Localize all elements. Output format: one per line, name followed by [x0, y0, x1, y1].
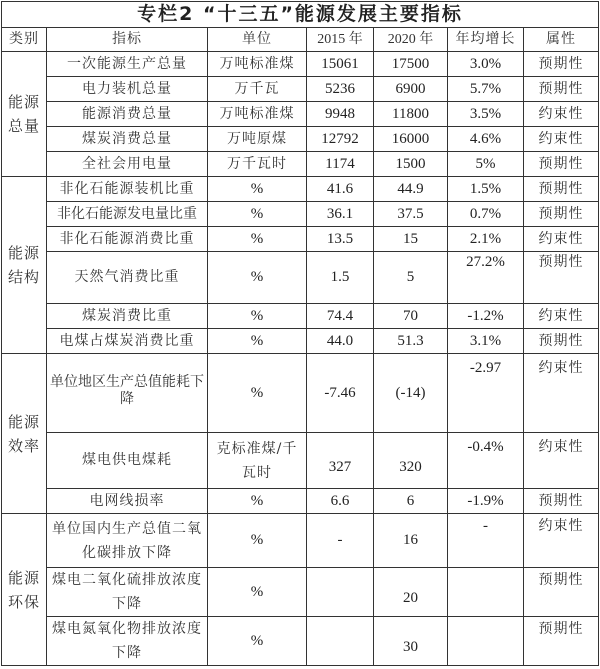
growth-cell: [448, 568, 524, 617]
unit-cell: 万千瓦时: [208, 152, 307, 177]
unit-cell: %: [208, 354, 307, 433]
table-row: [2, 152, 599, 177]
table-row: [2, 202, 599, 227]
value-2015-cell: 12792: [307, 127, 374, 152]
attribute-cell: 约束性: [524, 227, 599, 252]
table-row: [2, 617, 599, 666]
value-2020-cell: 6: [374, 489, 448, 514]
growth-cell: [448, 617, 524, 666]
value-2015-cell: -: [307, 514, 374, 568]
attribute-cell: 预期性: [524, 202, 599, 227]
value-2015-cell: 36.1: [307, 202, 374, 227]
indicator-cell: 能源消费总量: [47, 102, 208, 127]
category-cell: [2, 354, 47, 514]
value-2015-cell: 327: [307, 433, 374, 489]
attribute-cell: 约束性: [524, 127, 599, 152]
unit-cell: 克标准煤/千瓦时: [208, 433, 307, 489]
value-2015-cell: 15061: [307, 52, 374, 77]
value-2020-cell: 6900: [374, 77, 448, 102]
header-unit: 单位: [208, 28, 307, 52]
attribute-cell: 约束性: [524, 514, 599, 568]
indicator-cell: 电力装机总量: [47, 77, 208, 102]
category-cell: [2, 514, 47, 666]
value-2015-cell: -7.46: [307, 354, 374, 433]
attribute-cell: 预期性: [524, 152, 599, 177]
category-label: 能源 总量: [7, 93, 40, 135]
value-2020-cell: 51.3: [374, 329, 448, 354]
value-2020-cell: 5: [374, 252, 448, 304]
growth-cell: 5.7%: [448, 77, 524, 102]
unit-cell: %: [208, 227, 307, 252]
unit-cell: %: [208, 202, 307, 227]
indicator-cell: 煤炭消费总量: [47, 127, 208, 152]
unit-cell: %: [208, 489, 307, 514]
category-label: 能源 环保: [7, 568, 40, 611]
header-2015: 2015 年: [307, 28, 374, 52]
header-indicator: 指标: [47, 28, 208, 52]
header-2020: 2020 年: [374, 28, 448, 52]
table-row: [2, 433, 599, 489]
energy-indicators-table: [1, 1, 599, 666]
unit-cell: 万吨标准煤: [208, 52, 307, 77]
growth-cell: 3.5%: [448, 102, 524, 127]
value-2020-cell: 44.9: [374, 177, 448, 202]
header-attribute: 属性: [524, 28, 599, 52]
growth-cell: 0.7%: [448, 202, 524, 227]
header-category: 类别: [2, 28, 47, 52]
growth-cell: -1.2%: [448, 304, 524, 329]
table-row: [2, 329, 599, 354]
indicator-cell: 煤电氮氧化物排放浓度下降: [47, 617, 208, 666]
category-label: 能源 结构: [7, 244, 40, 286]
indicator-table-container: [1, 1, 598, 666]
growth-cell: -1.9%: [448, 489, 524, 514]
value-2020-cell: 15: [374, 227, 448, 252]
growth-cell: -2.97: [448, 354, 524, 433]
value-2020-cell: (-14): [374, 354, 448, 433]
indicator-cell: 一次能源生产总量: [47, 52, 208, 77]
unit-cell: %: [208, 177, 307, 202]
table-row: [2, 568, 599, 617]
value-2020-cell: 16: [374, 514, 448, 568]
value-2015-cell: 44.0: [307, 329, 374, 354]
indicator-cell: 全社会用电量: [47, 152, 208, 177]
unit-cell: %: [208, 304, 307, 329]
value-2015-cell: [307, 617, 374, 666]
indicator-cell: 单位国内生产总值二氧化碳排放下降: [47, 514, 208, 568]
attribute-cell: 约束性: [524, 354, 599, 433]
table-row: [2, 354, 599, 433]
attribute-cell: 约束性: [524, 304, 599, 329]
value-2020-cell: 17500: [374, 52, 448, 77]
header-row: [2, 28, 599, 52]
attribute-cell: 预期性: [524, 489, 599, 514]
attribute-cell: 预期性: [524, 52, 599, 77]
growth-cell: 3.1%: [448, 329, 524, 354]
growth-cell: -0.4%: [448, 433, 524, 489]
table-title: 专栏2 “十三五”能源发展主要指标: [2, 2, 599, 28]
table-row: [2, 52, 599, 77]
growth-cell: 27.2%: [448, 252, 524, 304]
category-cell: [2, 52, 47, 177]
indicator-cell: 煤电二氧化硫排放浓度下降: [47, 568, 208, 617]
attribute-cell: 预期性: [524, 252, 599, 304]
value-2020-cell: 11800: [374, 102, 448, 127]
indicator-cell: 非化石能源消费比重: [47, 227, 208, 252]
table-row: [2, 227, 599, 252]
growth-cell: 3.0%: [448, 52, 524, 77]
unit-cell: %: [208, 568, 307, 617]
attribute-cell: 预期性: [524, 177, 599, 202]
growth-cell: -: [448, 514, 524, 568]
indicator-cell: 非化石能源装机比重: [47, 177, 208, 202]
table-row: [2, 304, 599, 329]
table-row: [2, 102, 599, 127]
growth-cell: 4.6%: [448, 127, 524, 152]
value-2015-cell: 9948: [307, 102, 374, 127]
attribute-cell: 约束性: [524, 102, 599, 127]
value-2015-cell: 1174: [307, 152, 374, 177]
attribute-cell: 约束性: [524, 433, 599, 489]
table-row: [2, 252, 599, 304]
value-2020-cell: 30: [374, 617, 448, 666]
growth-cell: 1.5%: [448, 177, 524, 202]
attribute-cell: 预期性: [524, 568, 599, 617]
value-2020-cell: 16000: [374, 127, 448, 152]
unit-cell: %: [208, 329, 307, 354]
indicator-cell: 电煤占煤炭消费比重: [47, 329, 208, 354]
category-cell: [2, 177, 47, 354]
value-2015-cell: 5236: [307, 77, 374, 102]
value-2020-cell: 37.5: [374, 202, 448, 227]
attribute-cell: 预期性: [524, 77, 599, 102]
table-row: [2, 177, 599, 202]
indicator-cell: 煤炭消费比重: [47, 304, 208, 329]
attribute-cell: 预期性: [524, 617, 599, 666]
unit-cell: 万吨原煤: [208, 127, 307, 152]
table-row: [2, 489, 599, 514]
unit-cell: %: [208, 514, 307, 568]
indicator-cell: 煤电供电煤耗: [47, 433, 208, 489]
value-2020-cell: 1500: [374, 152, 448, 177]
value-2015-cell: 13.5: [307, 227, 374, 252]
value-2020-cell: 70: [374, 304, 448, 329]
value-2020-cell: 20: [374, 568, 448, 617]
header-growth: 年均增长: [448, 28, 524, 52]
value-2015-cell: 6.6: [307, 489, 374, 514]
value-2015-cell: [307, 568, 374, 617]
table-row: [2, 127, 599, 152]
unit-cell: 万吨标准煤: [208, 102, 307, 127]
unit-cell: 万千瓦: [208, 77, 307, 102]
table-row: [2, 77, 599, 102]
attribute-cell: 预期性: [524, 329, 599, 354]
value-2020-cell: 320: [374, 433, 448, 489]
indicator-cell: 电网线损率: [47, 489, 208, 514]
indicator-cell: 单位地区生产总值能耗下降: [47, 354, 208, 433]
category-label: 能源 效率: [7, 412, 40, 455]
table-row: [2, 514, 599, 568]
unit-cell: %: [208, 252, 307, 304]
indicator-cell: 非化石能源发电量比重: [47, 202, 208, 227]
indicator-cell: 天然气消费比重: [47, 252, 208, 304]
value-2015-cell: 74.4: [307, 304, 374, 329]
growth-cell: 2.1%: [448, 227, 524, 252]
growth-cell: 5%: [448, 152, 524, 177]
unit-cell: %: [208, 617, 307, 666]
value-2015-cell: 41.6: [307, 177, 374, 202]
value-2015-cell: 1.5: [307, 252, 374, 304]
